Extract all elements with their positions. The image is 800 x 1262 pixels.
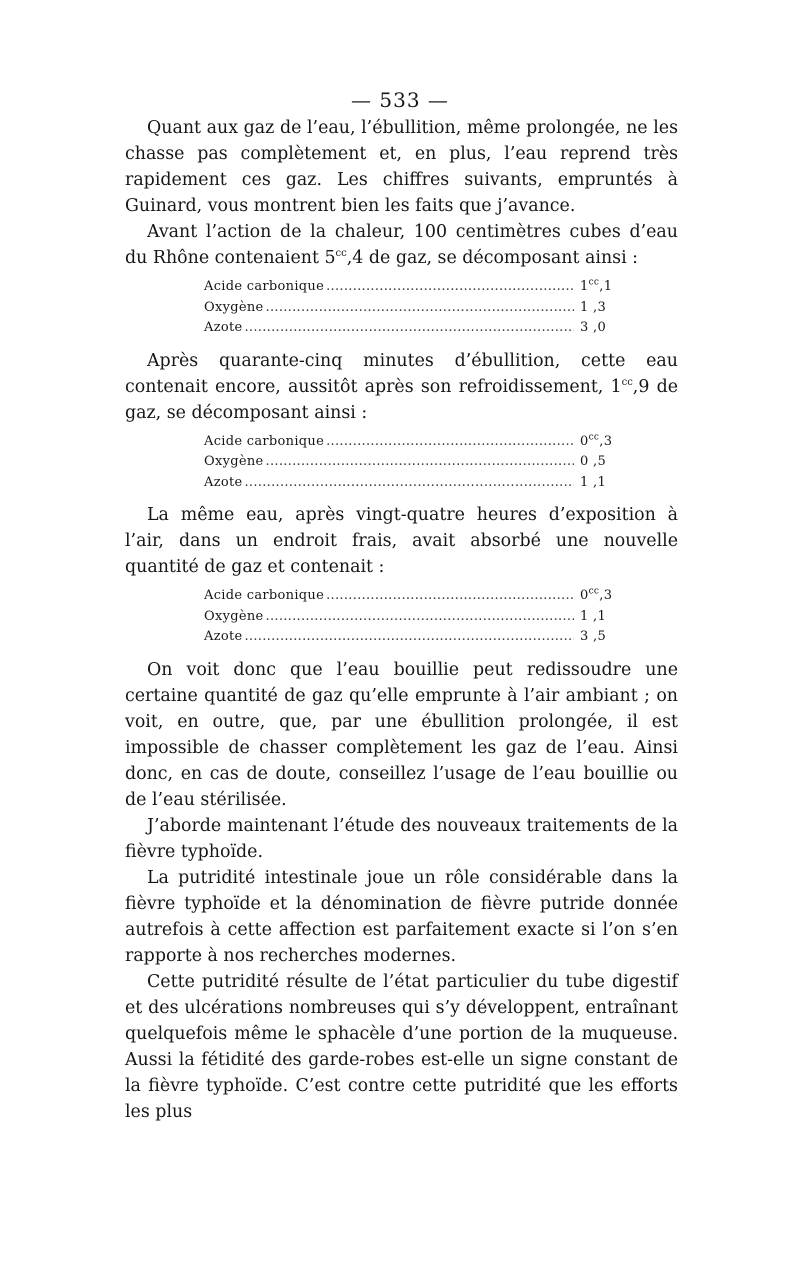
dot-leader bbox=[244, 318, 574, 339]
gas-name: Oxygène bbox=[204, 299, 264, 315]
table-row bbox=[204, 452, 624, 473]
unit-superscript: cc bbox=[335, 248, 347, 260]
gas-composition-table bbox=[125, 277, 624, 339]
dot-leader bbox=[326, 432, 574, 453]
paragraph: La putridité intestinale joue un rôle considérable dans la fièvre typhoïde et la dénomination de fièvre putride donnée autrefois à cette affection est parfaitement exacte si l’on s’en rapporte à nos recherches modernes. bbox=[125, 867, 678, 966]
gas-composition-table bbox=[125, 432, 624, 494]
dot-leader bbox=[244, 473, 574, 494]
gas-value: 0 ,5 bbox=[580, 454, 607, 469]
dot-leader bbox=[266, 607, 574, 628]
body-text bbox=[125, 115, 678, 1125]
paragraph: Cette putridité résulte de l’état particulier du tube digestif et des ulcérations nombreuses qui s’y développent, entraînant quelquefois même le sphacèle d’une portion de la muqueuse. Aussi la fétidité des garde-robes est-elle un signe constant de la fièvre typhoïde. C’est contre cette putridité que les efforts les plus bbox=[125, 971, 678, 1122]
paragraph-text: Après quarante-cinq minutes d’ébullition, cette eau contenait encore, aussitôt après son refroidissement, 1 bbox=[125, 350, 678, 397]
gas-value: $0^{cc},3$ bbox=[580, 432, 613, 449]
table-row bbox=[204, 318, 624, 339]
dot-leader bbox=[326, 277, 574, 298]
gas-name: Acide carbonique bbox=[204, 433, 325, 449]
paragraph-text: Avant l’action de la chaleur, 100 centimètres cubes d’eau du Rhône contenaient 5 bbox=[125, 222, 678, 268]
gas-value: 1 ,3 bbox=[580, 299, 607, 315]
gas-name: Acide carbonique bbox=[204, 588, 325, 603]
paragraph bbox=[125, 219, 678, 271]
paragraph bbox=[125, 348, 678, 426]
gas-name: Oxygène bbox=[204, 454, 264, 469]
paragraph-text: ,9 de gaz, se décomposant ainsi : bbox=[125, 376, 678, 423]
gas-name: Azote bbox=[204, 320, 243, 335]
gas-composition-table bbox=[125, 586, 624, 648]
table-row bbox=[204, 298, 624, 319]
gas-name: Acide carbonique bbox=[204, 279, 325, 294]
table-row bbox=[204, 627, 624, 648]
gas-name: Azote bbox=[204, 474, 243, 490]
unit-superscript: cc bbox=[621, 376, 633, 388]
paragraph: J’aborde maintenant l’étude des nouveaux traitements de la fièvre typhoïde. bbox=[125, 815, 678, 862]
gas-value: 3 ,0 bbox=[580, 320, 607, 335]
paragraph-text: ,4 de gaz, se décomposant ainsi : bbox=[346, 248, 639, 268]
table-row bbox=[204, 586, 624, 607]
paragraph: La même eau, après vingt-quatre heures d’exposition à l’air, dans un endroit frais, avait absorbé une nouvelle quantité de gaz et contenait : bbox=[125, 505, 678, 577]
dot-leader bbox=[244, 627, 574, 648]
gas-name: Azote bbox=[204, 629, 243, 644]
dot-leader bbox=[326, 586, 574, 607]
table-row bbox=[204, 607, 624, 628]
table-row bbox=[204, 473, 624, 494]
table-row bbox=[204, 432, 624, 453]
gas-value: 1 ,1 bbox=[580, 474, 607, 490]
paragraph: On voit donc que l’eau bouillie peut redissoudre une certaine quantité de gaz qu’elle emprunte à l’air ambiant ; on voit, en outre, que, par une ébullition prolongée, il est impossible de chasser complètement les gaz de l’eau. Ainsi donc, en cas de doute, conseillez l’usage de l’eau bouillie ou de l’eau stérilisée. bbox=[125, 659, 678, 810]
dot-leader bbox=[266, 298, 574, 319]
gas-value: 3 ,5 bbox=[580, 629, 607, 644]
table-row bbox=[204, 277, 624, 298]
gas-value: 1 ,1 bbox=[580, 608, 607, 624]
gas-name: Oxygène bbox=[204, 608, 264, 624]
dot-leader bbox=[266, 452, 574, 473]
paragraph: Quant aux gaz de l’eau, l’ébullition, même prolongée, ne les chasse pas complètement et, en plus, l’eau reprend très rapidement ces gaz. Les chiffres suivants, empruntés à Guinard, vous montrent bien les faits que j’avance. bbox=[125, 118, 678, 216]
gas-value: $1^{cc},1$ bbox=[580, 277, 613, 294]
page-number: — 533 — bbox=[351, 88, 449, 112]
gas-value: $0^{cc},3$ bbox=[580, 586, 613, 603]
